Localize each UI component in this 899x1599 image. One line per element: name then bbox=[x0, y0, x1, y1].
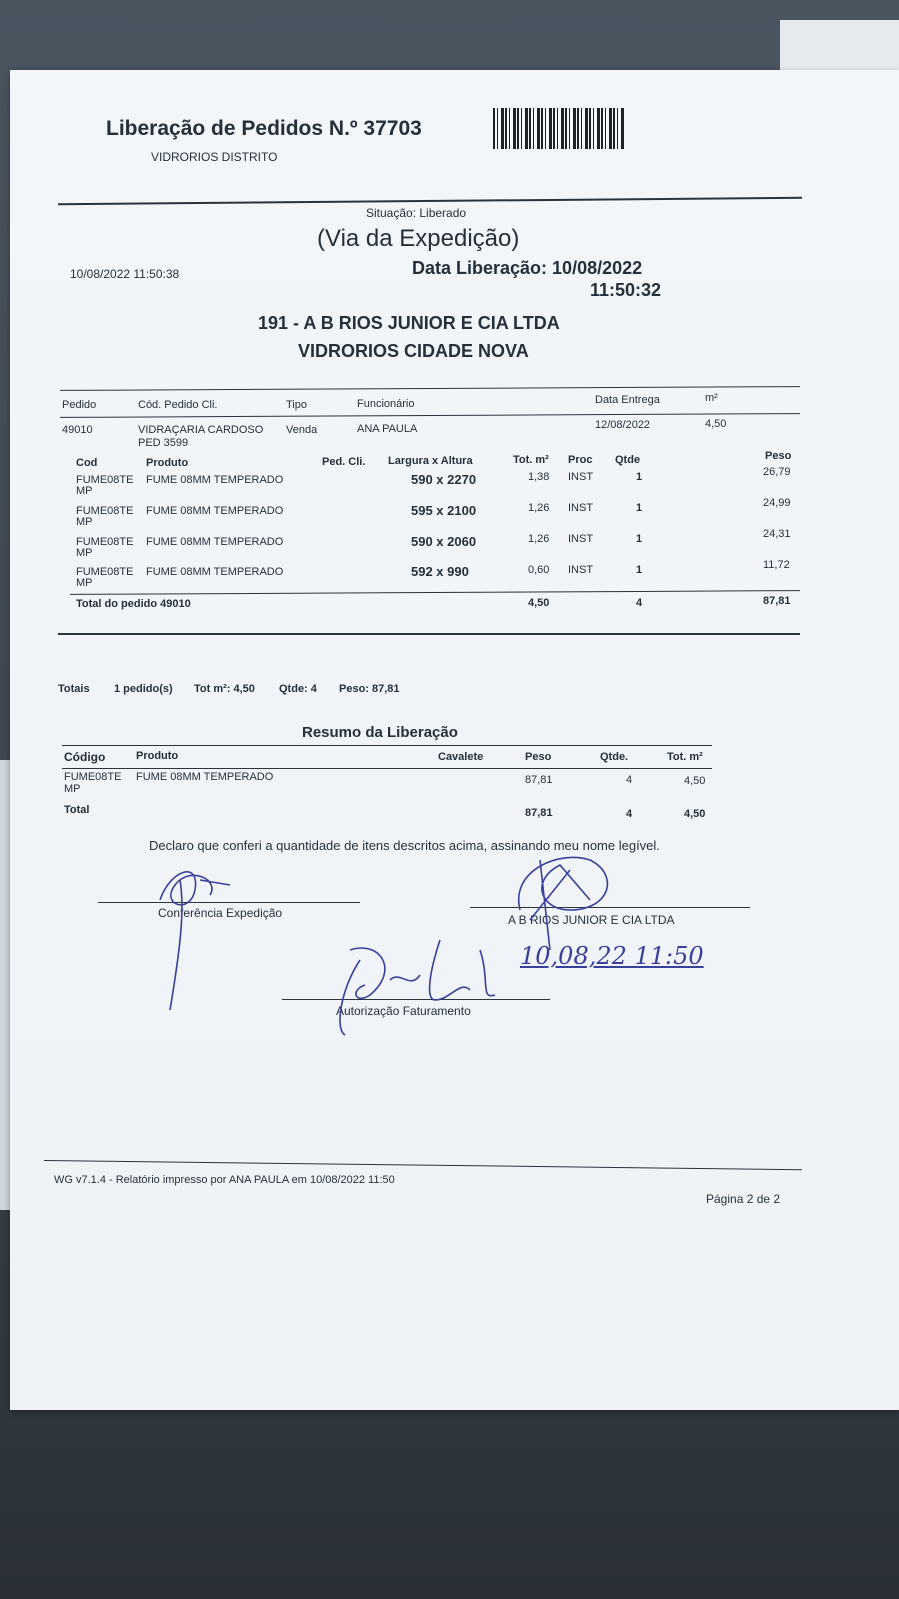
items-col-peso: Peso bbox=[765, 450, 792, 462]
situacao: Situação: Liberado bbox=[366, 206, 467, 220]
conferencia-label: Conferência Expedição bbox=[158, 906, 283, 920]
table-divider bbox=[60, 386, 800, 391]
items-col-largura-altura: Largura x Altura bbox=[388, 455, 473, 467]
pedido-total-m2: 4,50 bbox=[528, 597, 550, 609]
signature-autorizacao bbox=[320, 930, 520, 1040]
declaration-text: Declaro que conferi a quantidade de itens descritos acima, assinando meu nome legível. bbox=[149, 838, 660, 853]
resumo-col-cavalete: Cavalete bbox=[438, 751, 484, 763]
funcionario-value: ANA PAULA bbox=[357, 423, 418, 435]
col-data-entrega: Data Entrega bbox=[595, 394, 660, 406]
data-liberacao: Data Liberação: 10/08/2022 bbox=[412, 258, 643, 278]
resumo-col-codigo: Código bbox=[64, 750, 106, 764]
resumo-total-label: Total bbox=[64, 804, 90, 816]
handwritten-date: 10,08,22 11:50 bbox=[520, 942, 704, 970]
item-produto: FUME 08MM TEMPERADO bbox=[146, 536, 284, 548]
resumo-divider bbox=[62, 745, 712, 746]
resumo-total-tot-m2: 4,50 bbox=[684, 808, 706, 820]
resumo-total-peso: 87,81 bbox=[525, 807, 553, 819]
resumo-col-qtde: Qtde. bbox=[600, 751, 629, 763]
item-peso: 11,72 bbox=[763, 559, 790, 571]
page-number: Página 2 de 2 bbox=[706, 1192, 781, 1206]
table-divider bbox=[60, 413, 800, 418]
item-qtde: 1 bbox=[636, 564, 643, 576]
item-dim: 590 x 2270 bbox=[411, 472, 477, 487]
resumo-qtde: 4 bbox=[626, 774, 633, 786]
tipo-value: Venda bbox=[286, 424, 318, 436]
resumo-col-tot-m2: Tot. m² bbox=[667, 751, 703, 763]
hora-liberacao: 11:50:32 bbox=[590, 280, 662, 300]
document-title: Liberação de Pedidos N.º 37703 bbox=[106, 117, 422, 140]
col-tipo: Tipo bbox=[286, 399, 307, 411]
item-produto: FUME 08MM TEMPERADO bbox=[146, 505, 284, 517]
autorizacao-label: Autorização Faturamento bbox=[336, 1004, 471, 1018]
item-qtde: 1 bbox=[636, 471, 643, 483]
item-tot-m2: 1,26 bbox=[528, 502, 550, 514]
cliente-name: 191 - A B RIOS JUNIOR E CIA LTDA bbox=[258, 313, 560, 333]
resumo-tot-m2: 4,50 bbox=[684, 775, 706, 787]
item-produto: FUME 08MM TEMPERADO bbox=[146, 566, 284, 578]
items-col-ped-cli: Ped. Cli. bbox=[322, 456, 366, 468]
items-col-produto: Produto bbox=[146, 457, 189, 469]
resumo-cod-suffix: MP bbox=[64, 783, 81, 795]
signature-conferencia bbox=[140, 840, 260, 1020]
item-cod-suffix: MP bbox=[76, 485, 93, 497]
items-col-qtde: Qtde bbox=[615, 454, 641, 466]
item-dim: 592 x 990 bbox=[411, 564, 469, 579]
item-peso: 24,99 bbox=[763, 497, 791, 509]
resumo-produto: FUME 08MM TEMPERADO bbox=[136, 771, 274, 783]
resumo-divider bbox=[62, 768, 712, 769]
item-cod-suffix: MP bbox=[76, 547, 93, 559]
footer-divider bbox=[44, 1160, 802, 1170]
item-proc: INST bbox=[568, 533, 594, 545]
totais-pedidos: 1 pedido(s) bbox=[114, 683, 173, 695]
pedido-total-label: Total do pedido 49010 bbox=[76, 598, 191, 610]
item-peso: 26,79 bbox=[763, 466, 791, 478]
footer-print-info: WG v7.1.4 - Relatório impresso por ANA PAULA em 10/08/2022 11:50 bbox=[54, 1174, 395, 1186]
item-proc: INST bbox=[568, 564, 594, 576]
item-tot-m2: 1,38 bbox=[528, 471, 550, 483]
items-col-tot-m2: Tot. m² bbox=[513, 454, 549, 466]
item-proc: INST bbox=[568, 502, 594, 514]
cliente-signature-label: A B RIOS JUNIOR E CIA LTDA bbox=[508, 913, 675, 927]
totais-label: Totais bbox=[58, 683, 90, 695]
barcode bbox=[493, 108, 625, 149]
item-dim: 590 x 2060 bbox=[411, 534, 477, 549]
pedido-total-peso: 87,81 bbox=[763, 595, 791, 607]
totais-peso: Peso: 87,81 bbox=[339, 683, 400, 695]
resumo-col-peso: Peso bbox=[525, 751, 552, 763]
item-tot-m2: 0,60 bbox=[528, 564, 550, 576]
item-produto: FUME 08MM TEMPERADO bbox=[146, 474, 284, 486]
m2-value: 4,50 bbox=[705, 418, 727, 430]
cliente-sub: VIDRORIOS CIDADE NOVA bbox=[298, 341, 529, 361]
item-tot-m2: 1,26 bbox=[528, 533, 550, 545]
resumo-total-qtde: 4 bbox=[626, 808, 633, 820]
section-divider bbox=[58, 633, 800, 635]
pedido-number: 49010 bbox=[62, 424, 93, 436]
print-timestamp: 10/08/2022 11:50:38 bbox=[70, 267, 180, 281]
item-proc: INST bbox=[568, 471, 594, 483]
resumo-title: Resumo da Liberação bbox=[302, 724, 458, 741]
col-cod-pedido-cli: Cód. Pedido Cli. bbox=[138, 399, 218, 411]
company-name: VIDRORIOS DISTRITO bbox=[151, 150, 278, 164]
item-dim: 595 x 2100 bbox=[411, 503, 477, 518]
background-sheet bbox=[780, 20, 899, 70]
document-page bbox=[10, 70, 899, 1410]
item-cod: FUME08TE bbox=[76, 566, 134, 578]
item-qtde: 1 bbox=[636, 533, 643, 545]
item-peso: 24,31 bbox=[763, 528, 791, 540]
col-funcionario: Funcionário bbox=[357, 398, 415, 410]
header-divider bbox=[58, 197, 802, 205]
cod-cli-line2: PED 3599 bbox=[138, 437, 189, 449]
via-label: (Via da Expedição) bbox=[317, 225, 520, 252]
item-cod: FUME08TE bbox=[76, 474, 134, 486]
item-cod-suffix: MP bbox=[76, 577, 93, 589]
col-pedido: Pedido bbox=[62, 399, 97, 411]
totais-qtde: Qtde: 4 bbox=[279, 683, 317, 695]
item-cod-suffix: MP bbox=[76, 516, 93, 528]
col-m2: m² bbox=[705, 392, 718, 404]
data-entrega-value: 12/08/2022 bbox=[595, 419, 651, 431]
resumo-col-produto: Produto bbox=[136, 750, 179, 762]
totais-m2: Tot m²: 4,50 bbox=[194, 683, 255, 695]
item-qtde: 1 bbox=[636, 502, 643, 514]
resumo-peso: 87,81 bbox=[525, 774, 553, 786]
pedido-total-qtde: 4 bbox=[636, 597, 643, 609]
item-cod: FUME08TE bbox=[76, 505, 134, 517]
cod-cli-line1: VIDRAÇARIA CARDOSO bbox=[138, 424, 264, 436]
items-col-proc: Proc bbox=[568, 454, 593, 466]
items-col-cod: Cod bbox=[76, 457, 98, 469]
total-divider bbox=[70, 590, 800, 595]
resumo-cod: FUME08TE bbox=[64, 771, 122, 783]
item-cod: FUME08TE bbox=[76, 536, 134, 548]
